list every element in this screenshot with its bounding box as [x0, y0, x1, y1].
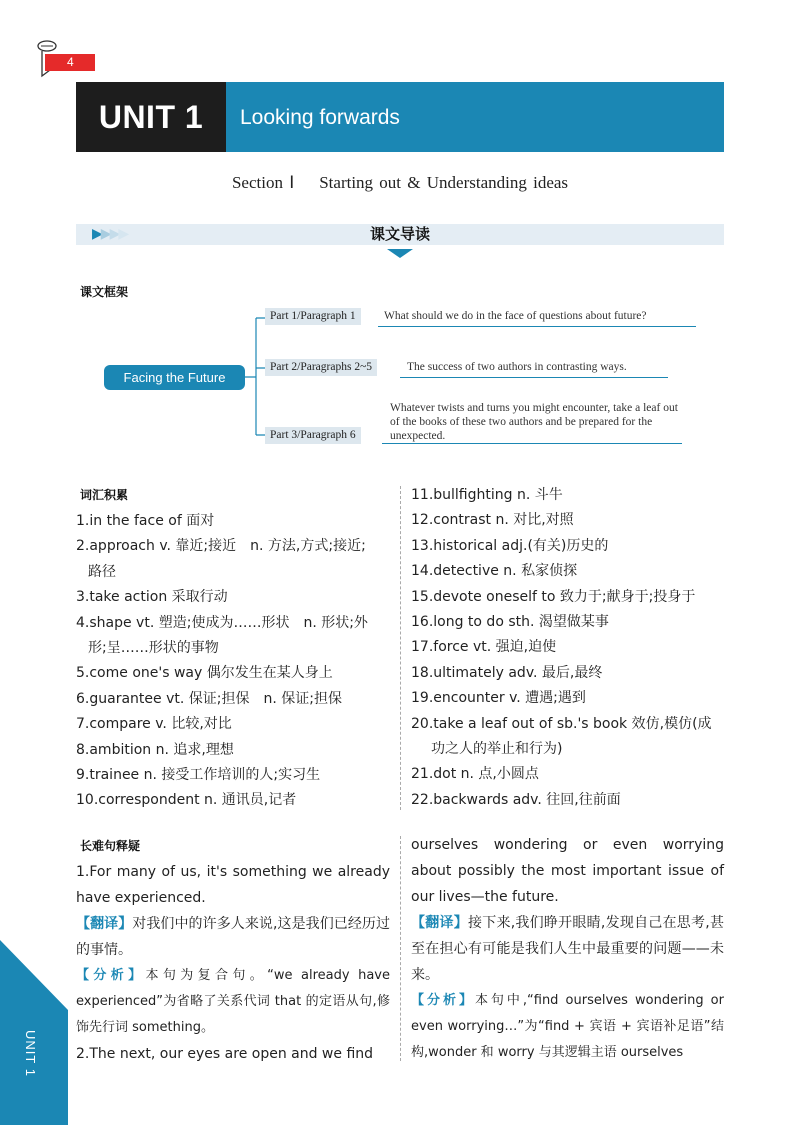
vocab-item: 18.ultimately adv. 最后,最终: [411, 664, 603, 681]
sentence-1: 1.For many of us, it's something we already have experienced.: [76, 864, 390, 906]
vocab-item: 3.take action 采取行动: [76, 589, 228, 606]
underline-2: [400, 377, 668, 378]
vocab-item: 10.correspondent n. 通讯员,记者: [76, 792, 297, 809]
arrow-icons: ▶▶▶▶: [92, 226, 130, 242]
caret-down-icon: [387, 249, 413, 258]
analysis-tag: 【分析】: [76, 968, 146, 983]
sentences-heading: 长难句释疑: [80, 839, 141, 853]
vocab-item: 2.approach v. 靠近;接近 n. 方法,方式;接近;: [76, 538, 366, 555]
column-divider-2: [400, 836, 401, 1061]
framework-heading: 课文框架: [80, 285, 129, 299]
vocab-item: 15.devote oneself to 致力于;献身于;投身于: [411, 588, 696, 605]
framework-part-1: Part 1/Paragraph 1: [265, 308, 361, 325]
framework-desc-1: What should we do in the face of questions about future?: [384, 310, 647, 322]
sentence-2-start: 2.The next, our eyes are open and we find: [76, 1046, 374, 1062]
analysis-text: 本句中,“find ourselves wondering or even worrying…”为“find + 宾语 + 宾语补足语”结构,wonder 和 worry 与其逻辑主语 ourselves: [411, 993, 724, 1060]
framework-part-3: Part 3/Paragraph 6: [265, 427, 361, 444]
vocab-item: 19.encounter v. 遭遇;遇到: [411, 690, 586, 707]
translation-text: 对我们中的许多人来说,这是我们已经历过的事情。: [76, 916, 390, 958]
framework-desc-2: The success of two authors in contrasting ways.: [407, 361, 627, 373]
vocab-item: 8.ambition n. 追求,理想: [76, 741, 234, 758]
vocab-item: 5.come one's way 偶尔发生在某人身上: [76, 665, 333, 682]
translation-tag: 【翻译】: [411, 915, 468, 931]
translation-text: 接下来,我们睁开眼睛,发现自己在思考,甚至在担心有可能是我们人生中最重要的问题——未来。: [411, 915, 724, 983]
vocab-item: 1.in the face of 面对: [76, 513, 215, 529]
lead-title: 课文导读: [369, 225, 430, 243]
sentences-right-column: [411, 832, 724, 1066]
framework-root: Facing the Future: [104, 365, 245, 390]
sentence-1-translation: [76, 911, 390, 963]
side-unit-label: UNIT 1: [23, 1030, 38, 1077]
vocab-list-left: [76, 509, 391, 814]
translation-tag: 【翻译】: [76, 916, 133, 932]
sentence-2-analysis: [411, 988, 724, 1066]
vocab-item: 20.take a leaf out of sb.'s book 效仿,模仿(成: [411, 715, 712, 732]
vocab-item: 4.shape vt. 塑造;使成为……形状 n. 形状;外: [76, 614, 368, 631]
unit-title: Looking forwards: [240, 106, 400, 129]
vocab-item: 11.bullfighting n. 斗牛: [411, 487, 563, 503]
vocab-item: 17.force vt. 强迫,迫使: [411, 639, 557, 656]
side-tab-corner: [0, 940, 68, 1010]
framework-part-2: Part 2/Paragraphs 2~5: [265, 359, 377, 376]
vocab-item: 功之人的举止和行为): [431, 741, 563, 758]
underline-3: [382, 443, 682, 444]
unit-label: UNIT 1: [76, 82, 226, 152]
vocab-list-right: [411, 483, 731, 813]
framework-desc-3: Whatever twists and turns you might encounter, take a leaf out of the books of these two authors and be prepared for the unexpected.: [390, 402, 678, 442]
vocab-item: 21.dot n. 点,小圆点: [411, 766, 539, 783]
sentence-2-continued: ourselves wondering or even worrying about possibly the most important issue of our lives—the future.: [411, 837, 724, 905]
column-divider: [400, 486, 401, 810]
section-title: Section Ⅰ Starting out & Understanding ideas: [231, 173, 569, 192]
vocab-item: 路径: [88, 563, 116, 580]
vocab-item: 形;呈……形状的事物: [88, 640, 219, 657]
vocab-heading: 词汇积累: [80, 488, 129, 502]
vocab-item: 9.trainee n. 接受工作培训的人;实习生: [76, 767, 321, 784]
sentence-2-translation: [411, 910, 724, 988]
underline-1: [378, 326, 696, 327]
analysis-tag: 【分析】: [411, 993, 475, 1008]
vocab-item: 14.detective n. 私家侦探: [411, 563, 578, 580]
vocab-item: 16.long to do sth. 渴望做某事: [411, 614, 609, 631]
vocab-item: 22.backwards adv. 往回,往前面: [411, 791, 621, 808]
page-number: 4: [45, 54, 95, 71]
vocab-item: 13.historical adj.(有关)历史的: [411, 537, 609, 554]
vocab-item: 6.guarantee vt. 保证;担保 n. 保证;担保: [76, 690, 342, 707]
analysis-text: 本句为复合句。“we already have experienced”为省略了关系代词 that 的定语从句,修饰先行词 something。: [76, 968, 390, 1035]
sentence-1-analysis: [76, 963, 390, 1041]
vocab-item: 12.contrast n. 对比,对照: [411, 512, 574, 529]
sentences-left-column: [76, 859, 390, 1067]
vocab-item: 7.compare v. 比较,对比: [76, 716, 232, 733]
